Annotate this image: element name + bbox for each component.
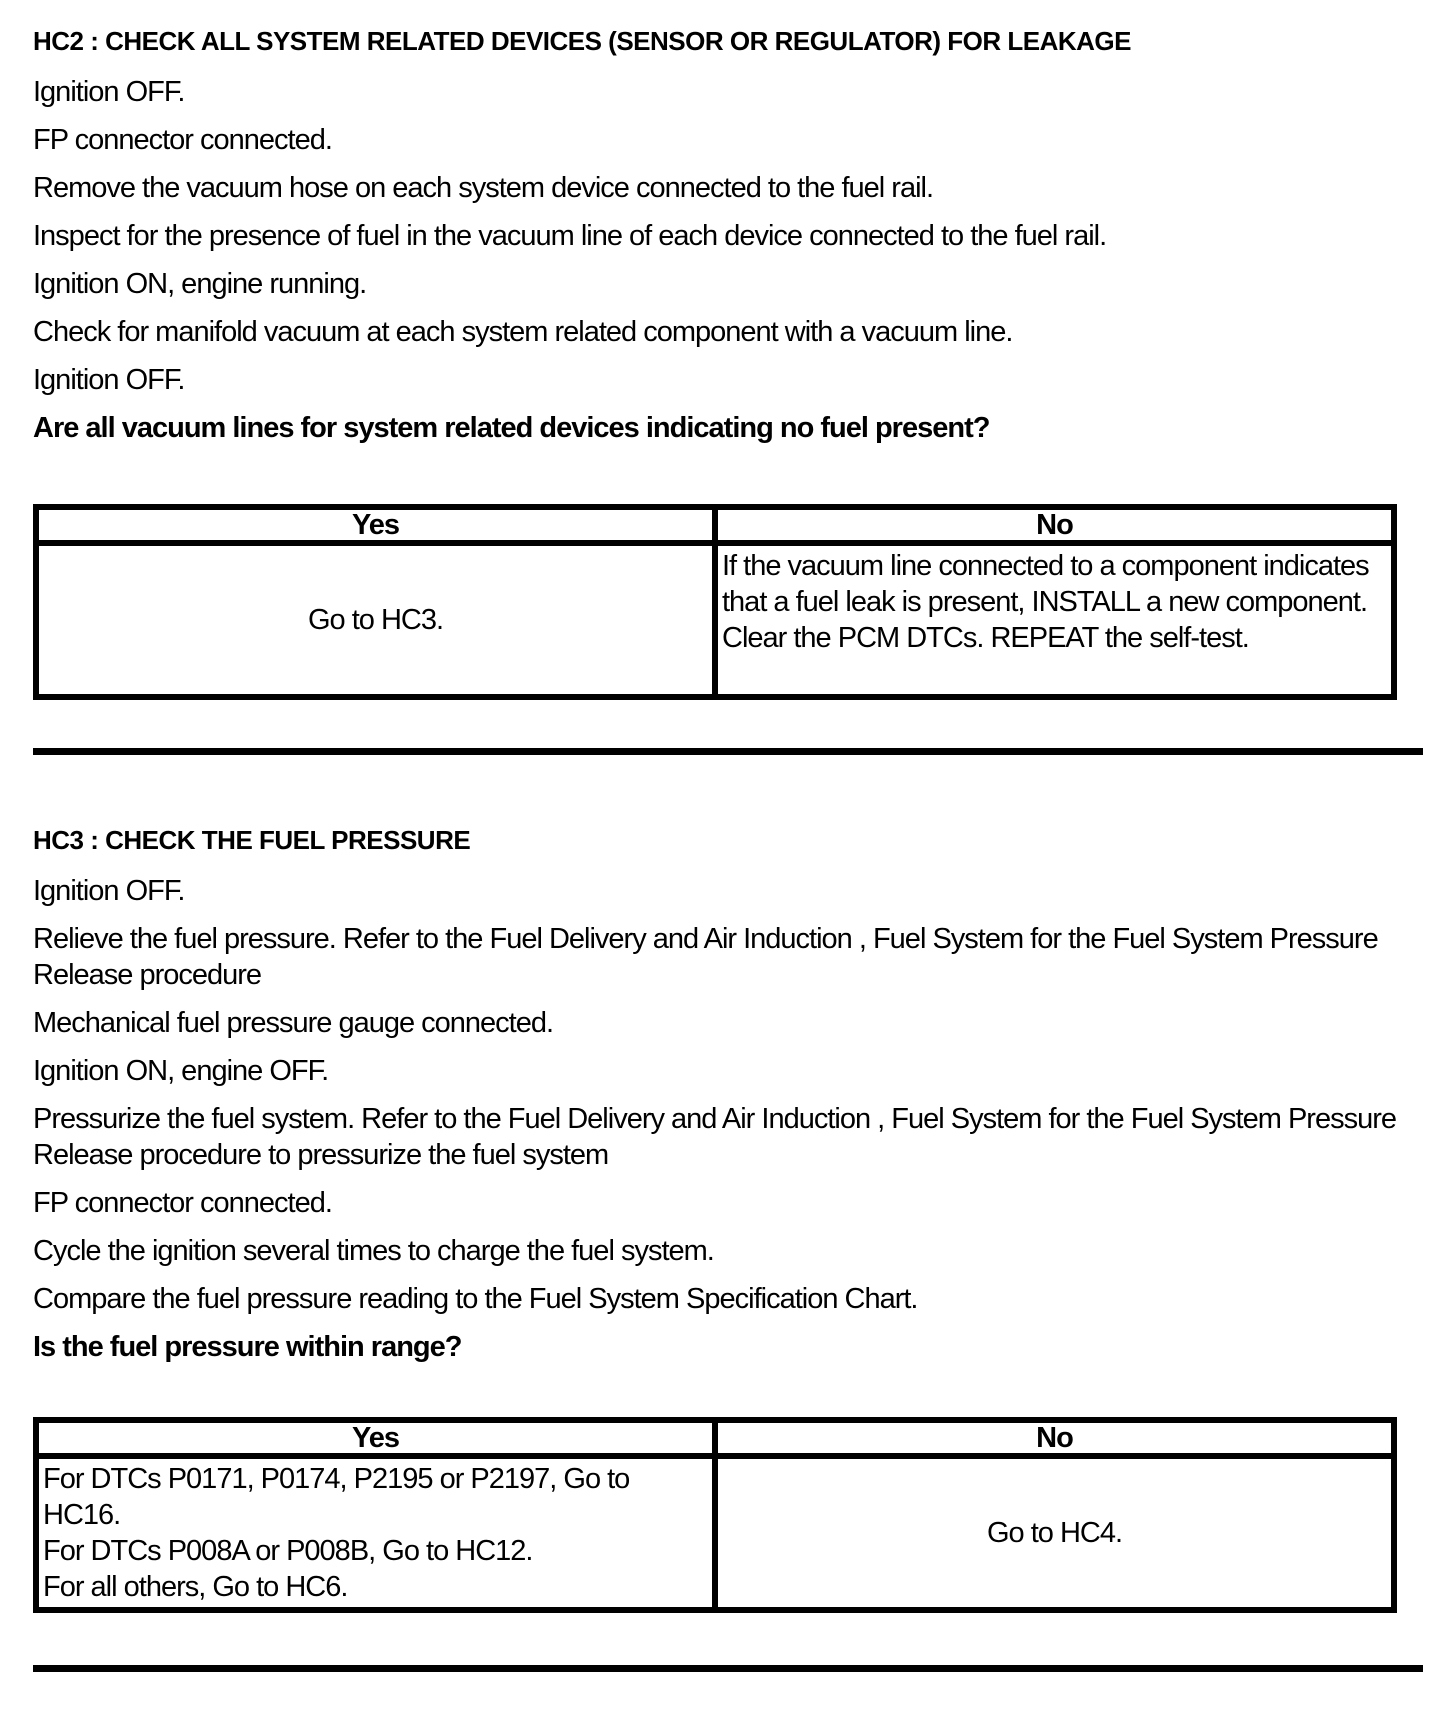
section-divider <box>33 748 1423 755</box>
yes-header-cell: Yes <box>36 1420 715 1456</box>
text-line: Ignition OFF. <box>33 76 185 108</box>
text-line: Inspect for the presence of fuel in the vacuum line of each device connected to the fuel rail. <box>33 220 1107 252</box>
text-line: Check for manifold vacuum at each system related component with a vacuum line. <box>33 316 1013 348</box>
table-row <box>36 1456 1394 1610</box>
text-line: Clear the PCM DTCs. REPEAT the self-test. <box>722 622 1249 654</box>
yes-header-cell: Yes <box>36 507 715 543</box>
text-line: Go to HC4. <box>986 1517 1123 1549</box>
text-line: Relieve the fuel pressure. Refer to the Fuel Delivery and Air Induction , Fuel System for the Fuel System Pressure Release procedure <box>33 923 1378 991</box>
section-hc3-decision-question: Is the fuel pressure within range? <box>33 1331 462 1363</box>
section-hc2-decision-question: Are all vacuum lines for system related devices indicating no fuel present? <box>33 412 990 444</box>
section-hc3-procedure-steps <box>33 873 1423 1317</box>
no-cell <box>715 1456 1394 1610</box>
no-header-cell: No <box>715 1420 1394 1456</box>
text-line: For all others, Go to HC6. <box>43 1571 348 1603</box>
text-line: Cycle the ignition several times to charge the fuel system. <box>33 1235 714 1267</box>
section-hc3-decision-table <box>33 1417 1397 1613</box>
text-line: Remove the vacuum hose on each system device connected to the fuel rail. <box>33 172 934 204</box>
table-header-row <box>36 1420 1394 1456</box>
no-header-cell: No <box>715 507 1394 543</box>
text-line: Mechanical fuel pressure gauge connected. <box>33 1007 554 1039</box>
section-hc3-heading: HC3 : CHECK THE FUEL PRESSURE <box>33 825 471 855</box>
section-hc2 <box>33 26 1423 700</box>
table-header-row <box>36 507 1394 543</box>
text-line: If the vacuum line connected to a component indicates that a fuel leak is present, INSTALL a new component. <box>722 550 1369 618</box>
text-line: For DTCs P0171, P0174, P2195 or P2197, Go to HC16. <box>43 1463 630 1531</box>
text-line: Ignition ON, engine OFF. <box>33 1055 329 1087</box>
text-line: Ignition OFF. <box>33 364 185 396</box>
no-cell <box>715 543 1394 697</box>
section-hc3 <box>33 825 1423 1613</box>
text-line: Ignition OFF. <box>33 875 185 907</box>
text-line: Compare the fuel pressure reading to the Fuel System Specification Chart. <box>33 1283 918 1315</box>
text-line: Ignition ON, engine running. <box>33 268 367 300</box>
section-hc2-decision-table <box>33 504 1397 700</box>
text-line: FP connector connected. <box>33 124 332 156</box>
text-line: FP connector connected. <box>33 1187 332 1219</box>
text-line: Pressurize the fuel system. Refer to the Fuel Delivery and Air Induction , Fuel System for the Fuel System Pressure Release procedure to pressurize the fuel system <box>33 1103 1396 1171</box>
text-line: Go to HC3. <box>307 604 444 636</box>
section-hc2-procedure-steps <box>33 74 1423 398</box>
table-row <box>36 543 1394 697</box>
section-divider <box>33 1665 1423 1672</box>
yes-cell <box>36 543 715 697</box>
yes-cell <box>36 1456 715 1610</box>
section-hc2-heading: HC2 : CHECK ALL SYSTEM RELATED DEVICES (SENSOR OR REGULATOR) FOR LEAKAGE <box>33 26 1131 56</box>
text-line: For DTCs P008A or P008B, Go to HC12. <box>43 1535 533 1567</box>
